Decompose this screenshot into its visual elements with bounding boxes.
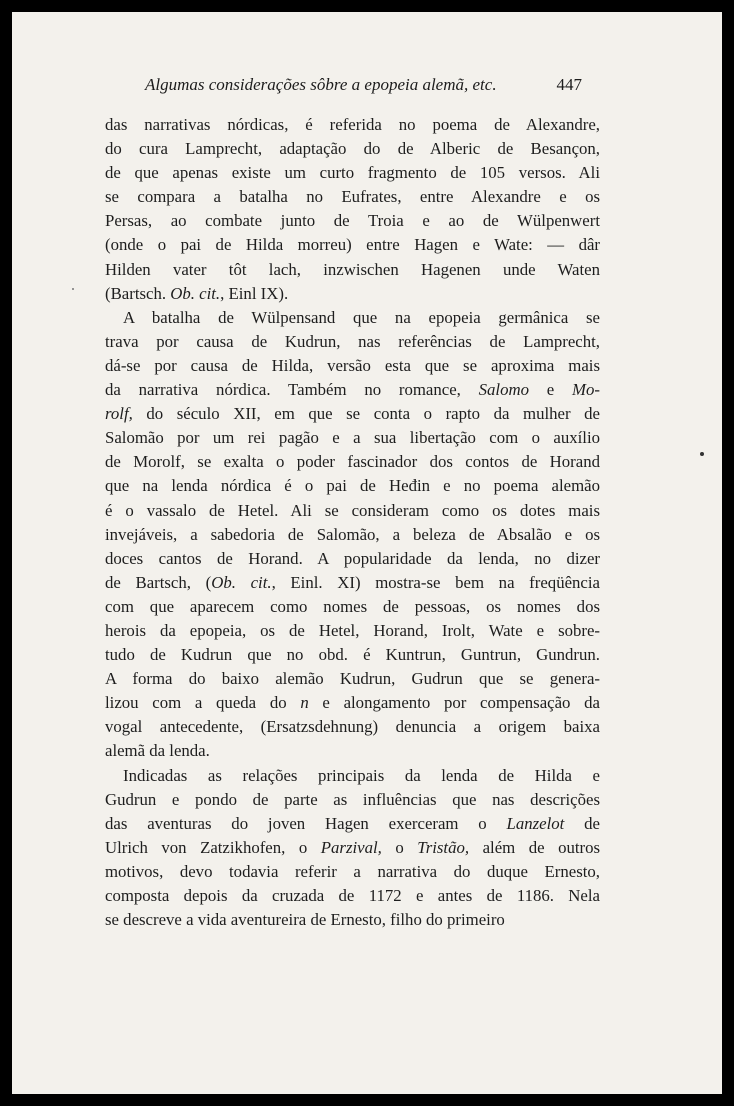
- text-line: [105, 908, 600, 932]
- italic-text: Mo-: [572, 380, 600, 400]
- text-line: [105, 306, 600, 330]
- text-run: invejáveis, a sabedoria de Salomão, a beleza de Absalão e os: [105, 524, 600, 544]
- text-run: se descreve a vida aventureira de Ernesto, filho do primeiro: [105, 910, 505, 930]
- text-run: do século XII, em que se conta o rapto da mulher de: [132, 404, 600, 424]
- text-run: Hilden vater tôt lach, inzwischen Hagenen unde Waten: [105, 259, 600, 279]
- text-run: com que aparecem como nomes de pessoas, os nomes dos: [105, 596, 600, 616]
- text-line: [105, 402, 600, 426]
- paragraph: [105, 764, 600, 933]
- text-run: Gudrun e pondo de parte as influências que nas descrições: [105, 789, 600, 809]
- running-header: [145, 75, 582, 95]
- text-line: [105, 715, 600, 739]
- text-run: A forma do baixo alemão Kudrun, Gudrun que se genera-: [105, 669, 600, 689]
- text-run: , Einl IX).: [220, 283, 289, 303]
- text-run: de Morolf, se exalta o poder fascinador dos contos de Horand: [105, 452, 600, 472]
- text-run: Ulrich von Zatzikhofen, o: [105, 837, 321, 857]
- text-run: herois da epopeia, os de Hetel, Horand, Irolt, Wate e sobre-: [105, 620, 600, 640]
- text-line: [105, 499, 600, 523]
- italic-text: Tristão,: [417, 837, 470, 857]
- text-run: o: [381, 837, 418, 857]
- italic-text: Parzival,: [320, 837, 382, 857]
- text-run: é o vassalo de Hetel. Ali se consideram como os dotes mais: [105, 500, 600, 520]
- text-run: de: [564, 813, 600, 833]
- text-line: [105, 113, 600, 137]
- paragraph: [105, 113, 600, 306]
- text-run: além de outros: [469, 837, 601, 857]
- text-line: [105, 209, 600, 233]
- text-line: [105, 812, 600, 836]
- italic-text: Ob. cit.: [211, 572, 272, 592]
- text-line: [105, 137, 600, 161]
- italic-text: n: [300, 693, 309, 713]
- text-line: [105, 185, 600, 209]
- text-line: [105, 450, 600, 474]
- text-run: A batalha de Wülpensand que na epopeia germânica se: [123, 307, 600, 327]
- text-line: [105, 619, 600, 643]
- page-number: 447: [556, 75, 582, 94]
- text-run: (onde o pai de Hilda morreu) entre Hagen e Wate: — dâr: [105, 235, 600, 255]
- ink-speck: [700, 452, 704, 456]
- text-line: [105, 667, 600, 691]
- text-run: vogal antecedente, (Ersatzsdehnung) denuncia a origem baixa: [105, 717, 600, 737]
- text-line: [105, 547, 600, 571]
- text-run: que na lenda nórdica é o pai de Heđin e no poema alemão: [105, 476, 600, 496]
- italic-text: Salomo: [478, 380, 529, 400]
- text-line: [105, 739, 600, 763]
- text-line: [105, 378, 600, 402]
- text-line: [105, 258, 600, 282]
- text-line: [105, 691, 600, 715]
- text-line: [105, 233, 600, 257]
- text-run: do cura Lamprecht, adaptação do de Alberic de Besançon,: [105, 139, 600, 159]
- italic-text: Lanzelot: [506, 813, 565, 833]
- text-run: das narrativas nórdicas, é referida no poema de Alexandre,: [105, 115, 600, 134]
- text-line: [105, 836, 600, 860]
- running-title: Algumas considerações sôbre a epopeia alemã, etc.: [145, 75, 497, 94]
- text-run: de Bartsch, (: [105, 572, 212, 592]
- text-run: composta depois da cruzada de 1172 e antes de 1186. Nela: [105, 886, 600, 905]
- text-run: (Bartsch.: [105, 283, 171, 303]
- text-run: e alongamento por compensação da: [308, 693, 600, 713]
- text-line: [105, 282, 600, 306]
- text-run: Persas, ao combate junto de Troia e ao de Wülpenwert: [105, 211, 600, 231]
- text-line: [105, 474, 600, 498]
- text-run: da narrativa nórdica. Também no romance,: [105, 380, 479, 400]
- text-run: lizou com a queda do: [105, 693, 301, 713]
- text-line: [105, 788, 600, 812]
- text-line: [105, 426, 600, 450]
- text-run: se compara a batalha no Eufrates, entre Alexandre e os: [105, 187, 600, 207]
- text-line: [105, 330, 600, 354]
- text-line: [105, 354, 600, 378]
- paragraph: [105, 306, 600, 764]
- text-line: [105, 595, 600, 619]
- text-run: , Einl. XI) mostra-se bem na freqüência: [271, 572, 600, 592]
- text-run: das aventuras do joven Hagen exerceram o: [105, 813, 507, 833]
- text-run: e: [528, 380, 573, 400]
- text-run: dá-se por causa de Hilda, versão esta que se aproxima mais: [105, 355, 600, 375]
- text-line: [105, 523, 600, 547]
- text-run: alemã da lenda.: [105, 741, 210, 761]
- text-line: [105, 764, 600, 788]
- italic-text: Ob. cit.: [170, 283, 221, 303]
- text-run: Indicadas as relações principais da lenda de Hilda e: [123, 765, 600, 785]
- text-run: doces cantos de Horand. A popularidade da lenda, no dizer: [105, 548, 600, 568]
- italic-text: rolf,: [105, 404, 133, 424]
- text-run: tudo de Kudrun que no obd. é Kuntrun, Guntrun, Gundrun.: [105, 645, 600, 665]
- text-line: [105, 884, 600, 908]
- book-page: [12, 12, 722, 1094]
- text-line: [105, 860, 600, 884]
- ink-speck: [72, 288, 74, 290]
- text-line: [105, 161, 600, 185]
- text-run: motivos, devo todavia referir a narrativa do duque Ernesto,: [105, 861, 600, 881]
- text-run: trava por causa de Kudrun, nas referências de Lamprecht,: [105, 331, 600, 351]
- text-line: [105, 643, 600, 667]
- body-text: [105, 113, 600, 932]
- text-line: [105, 571, 600, 595]
- text-run: de que apenas existe um curto fragmento de 105 versos. Ali: [105, 163, 600, 183]
- text-run: Salomão por um rei pagão e a sua libertação com o auxílio: [105, 428, 600, 448]
